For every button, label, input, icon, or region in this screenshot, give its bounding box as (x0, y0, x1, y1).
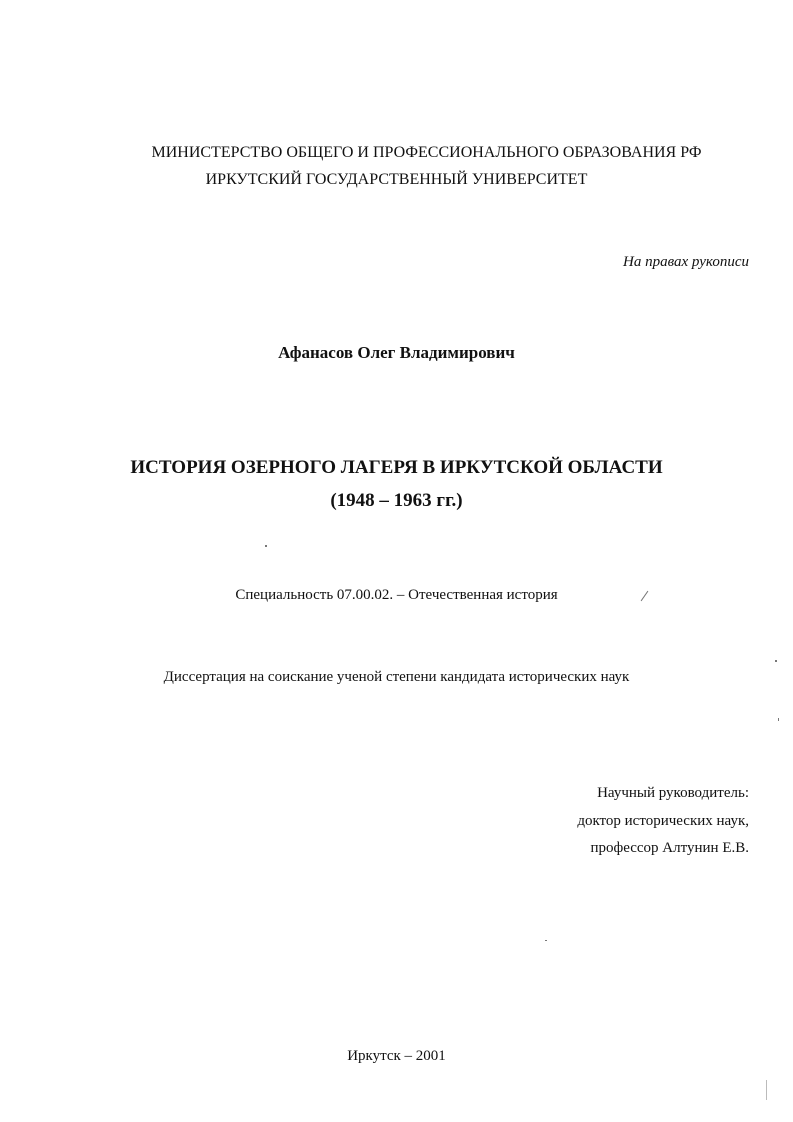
specialty-line: Специальность 07.00.02. – Отечественная история (235, 587, 558, 603)
author-name: Афанасов Олег Владимирович (278, 343, 515, 362)
dissertation-years: (1948 – 1963 гг.) (330, 490, 463, 511)
ministry-heading: МИНИСТЕРСТВО ОБЩЕГО И ПРОФЕССИОНАЛЬНОГО ОБРАЗОВАНИЯ РФ (151, 144, 702, 161)
scan-speck (766, 1080, 767, 1100)
dissertation-title: ИСТОРИЯ ОЗЕРНОГО ЛАГЕРЯ В ИРКУТСКОЙ ОБЛАСТИ (130, 457, 663, 478)
advisor-label: Научный руководитель: (597, 785, 749, 801)
scan-speck (775, 660, 777, 662)
university-heading: ИРКУТСКИЙ ГОСУДАРСТВЕННЫЙ УНИВЕРСИТЕТ (205, 171, 588, 188)
advisor-name: профессор Алтунин Е.В. (590, 840, 749, 856)
scan-speck (545, 940, 547, 941)
dissertation-degree-line: Диссертация на соискание ученой степени кандидата исторических наук (163, 669, 630, 685)
manuscript-note: На правах рукописи (623, 254, 749, 270)
advisor-degree: доктор исторических наук, (577, 813, 749, 829)
scan-speck (265, 545, 267, 547)
scan-speck (778, 718, 779, 721)
city-year: Иркутск – 2001 (347, 1048, 446, 1064)
